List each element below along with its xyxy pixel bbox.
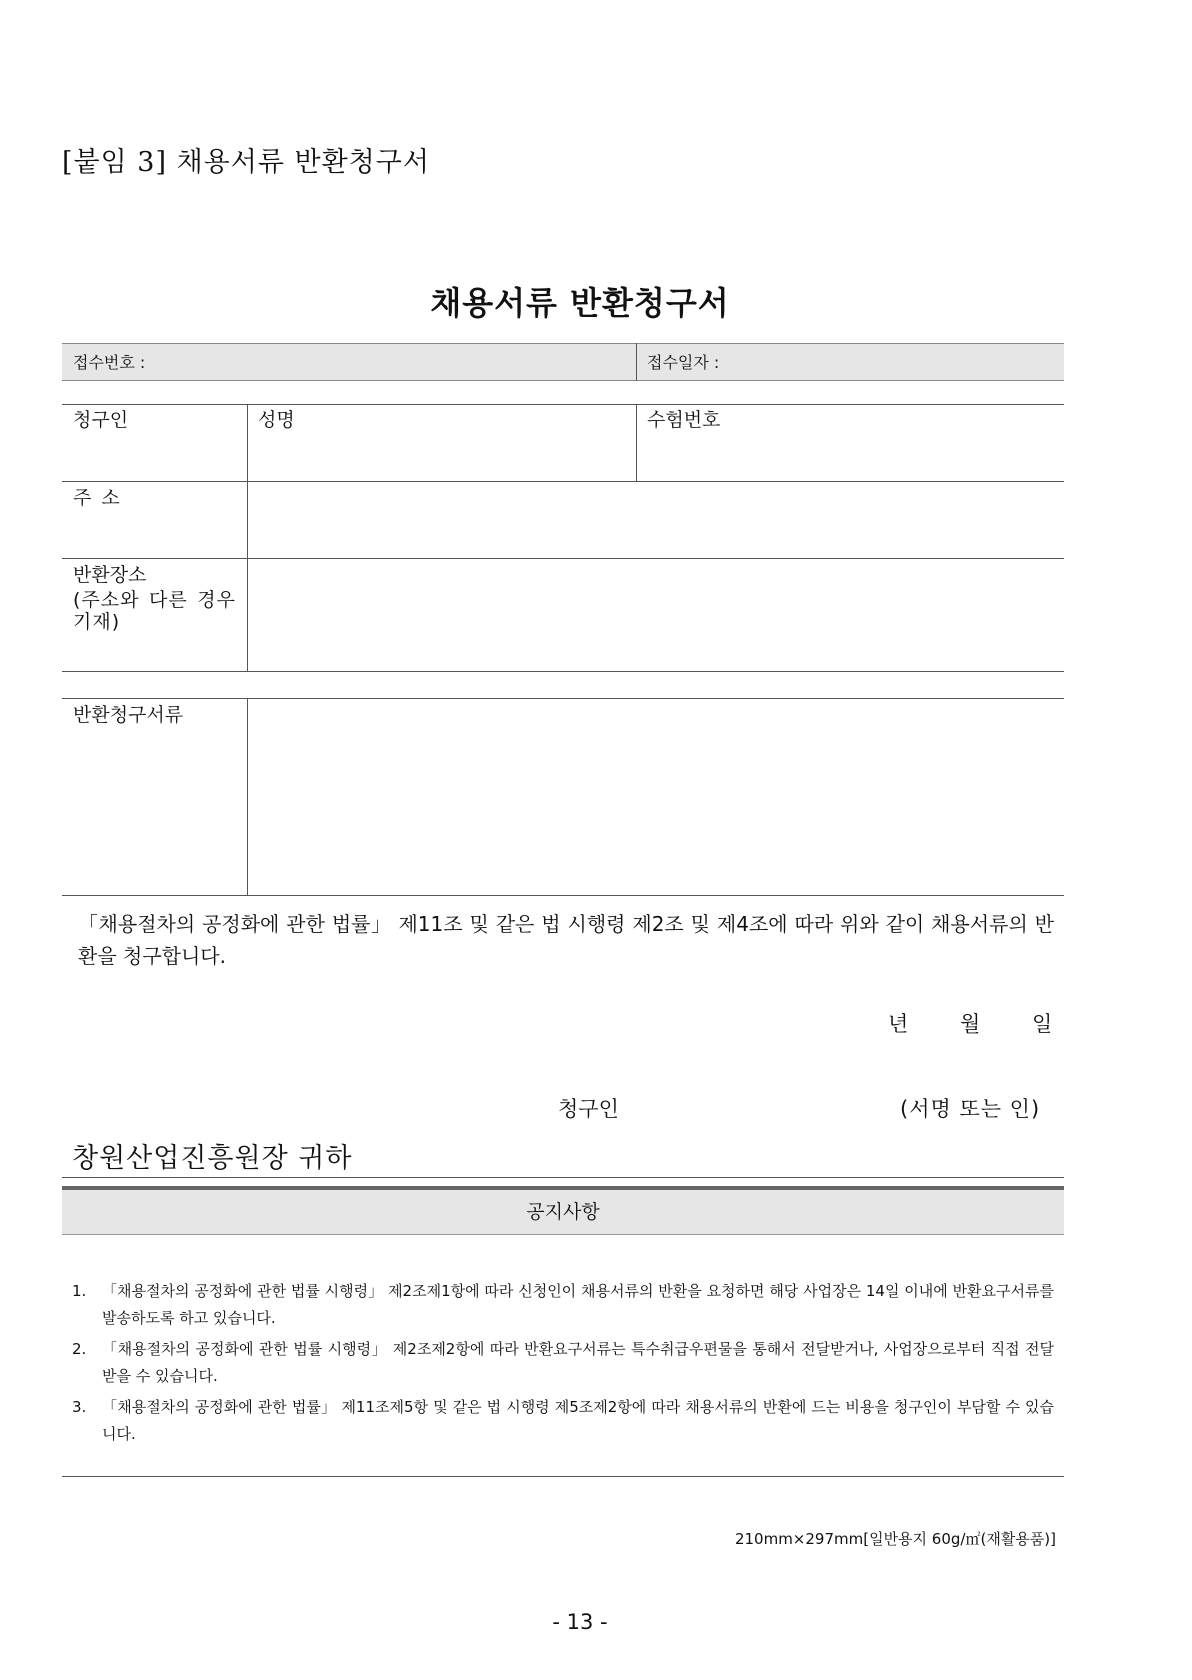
documents-field[interactable] <box>247 699 1064 895</box>
date-year: 년 <box>888 1012 909 1036</box>
notice-list <box>72 1278 1054 1452</box>
receipt-date-label: 접수일자 : <box>647 353 720 372</box>
notice-item-text: 「채용절차의 공정화에 관한 법률 시행령」 제2조제2항에 따라 반환요구서류는 특수취급우편물을 통해서 전달받거나, 사업장으로부터 직접 전달받을 수 있습니다. <box>102 1340 1054 1385</box>
signature-claimant-label: 청구인 <box>558 1097 619 1121</box>
notice-item <box>72 1278 1054 1332</box>
receipt-number-label: 접수번호 : <box>73 353 146 372</box>
name-field[interactable]: 성명 <box>258 409 295 431</box>
address-label: 주 소 <box>73 487 122 509</box>
address-field[interactable] <box>247 482 1064 558</box>
notice-item-text: 「채용절차의 공정화에 관한 법률 시행령」 제2조제1항에 따라 신청인이 채용서류의 반환을 요청하면 해당 사업장은 14일 이내에 반환요구서류를 발송하도록 하고 있습니다. <box>102 1282 1054 1327</box>
attachment-label: [붙임 3] 채용서류 반환청구서 <box>62 147 430 178</box>
claimant-label: 청구인 <box>73 409 129 431</box>
signature-note: (서명 또는 인) <box>900 1097 1041 1121</box>
date-month: 월 <box>960 1012 981 1036</box>
documents-label: 반환청구서류 <box>73 704 184 726</box>
addressee-line <box>62 1177 1064 1178</box>
applicant-top-line <box>62 404 1064 405</box>
exam-number-field[interactable]: 수험번호 <box>647 409 721 431</box>
notice-item-number: 1. <box>72 1282 87 1300</box>
notice-item-number: 2. <box>72 1340 87 1358</box>
applicant-bottom-line <box>62 671 1064 672</box>
declaration-text: 「채용절차의 공정화에 관한 법률」 제11조 및 같은 법 시행령 제2조 및 제4조에 따라 위와 같이 채용서류의 반환을 청구합니다. <box>78 912 1054 968</box>
date-day: 일 <box>1032 1012 1053 1036</box>
paper-spec: 210mm×297mm[일반용지 60g/㎡(재활용품)] <box>734 1530 1056 1548</box>
documents-bottom-line <box>62 895 1064 896</box>
notice-item <box>72 1336 1054 1390</box>
addressee: 창원산업진흥원장 귀하 <box>72 1143 353 1174</box>
return-place-label: 반환장소 <box>73 564 147 586</box>
return-place-note: (주소와 다른 경우 기재) <box>73 589 236 633</box>
receipt-row <box>62 343 1064 381</box>
page-number: - 13 - <box>552 1610 608 1634</box>
notice-bottom-line <box>62 1476 1064 1477</box>
return-place-field[interactable] <box>247 559 1064 671</box>
notice-item <box>72 1394 1054 1448</box>
notice-item-text: 「채용절차의 공정화에 관한 법률」 제11조제5항 및 같은 법 시행령 제5조제2항에 따라 채용서류의 반환에 드는 비용을 청구인이 부담할 수 있습니다. <box>102 1398 1054 1443</box>
form-title: 채용서류 반환청구서 <box>430 284 730 322</box>
notice-title: 공지사항 <box>526 1201 600 1223</box>
notice-item-number: 3. <box>72 1398 87 1416</box>
